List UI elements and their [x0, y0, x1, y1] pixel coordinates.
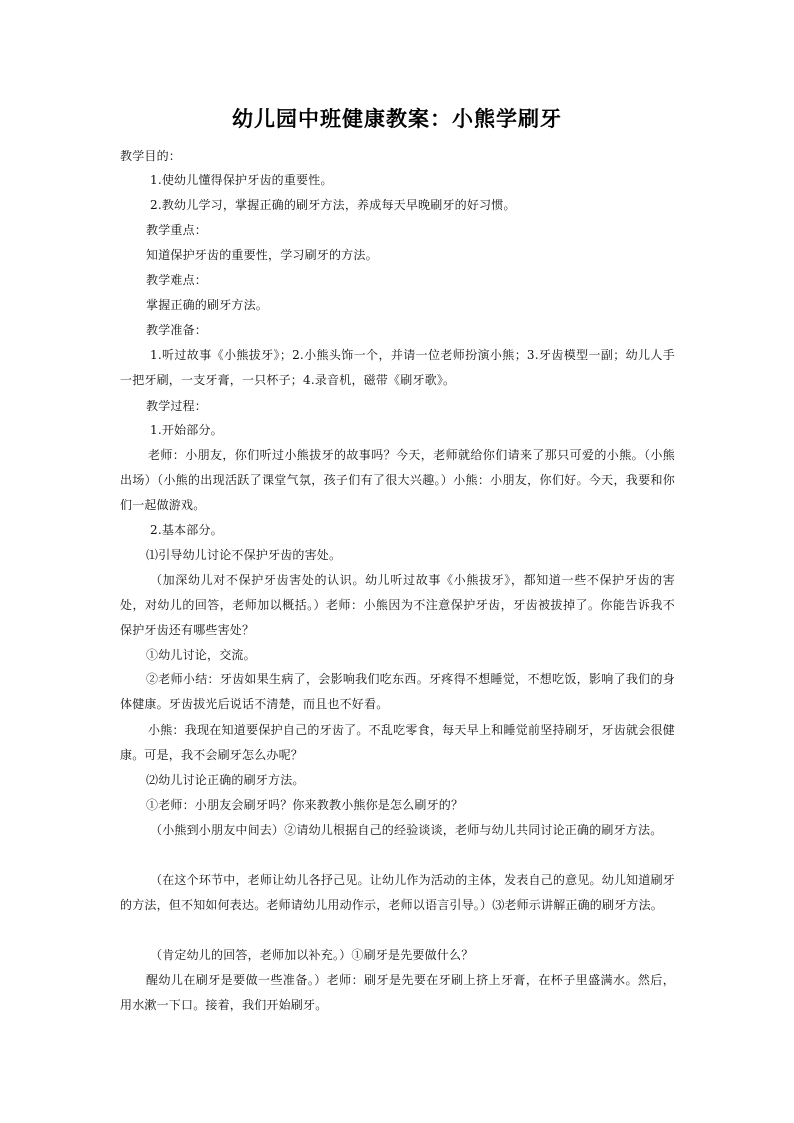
section-heading-objectives: 教学目的：: [120, 149, 182, 163]
sub-heading: ⑵幼儿讨论正确的刷牙方法。: [146, 773, 305, 787]
section-heading-process: 教学过程：: [146, 399, 208, 413]
paragraph: 知道保护牙齿的重要性，学习刷牙的方法。: [146, 248, 378, 262]
sub-heading: 1.开始部分。: [150, 423, 223, 437]
paragraph: 醒幼儿在刷牙是要做一些准备。）老师：刷牙是先要在牙刷上挤上牙膏，在杯子里盛满水。然后，用水漱一下口。接着，我们开始刷牙。: [120, 973, 675, 1012]
section-heading-key-points: 教学重点：: [146, 223, 208, 237]
section-heading-preparation: 教学准备：: [146, 323, 208, 337]
paragraph: （加深幼儿对不保护牙齿害处的认识。幼儿听过故事《小熊拔牙》，都知道一些不保护牙齿的害处，对幼儿的回答，老师加以概括。）老师：小熊因为不注意保护牙齿，牙齿被拔掉了。你能告诉我不保护牙齿还有哪些害处？: [120, 573, 675, 637]
paragraph: （小熊到小朋友中间去）②请幼儿根据自己的经验谈谈，老师与幼儿共同讨论正确的刷牙方法。: [150, 823, 663, 837]
paragraph: 小熊：我现在知道要保护自己的牙齿了。不乱吃零食，每天早上和睡觉前坚持刷牙，牙齿就会很健康。可是，我不会刷牙怎么办呢？: [120, 723, 675, 762]
sub-heading: ⑴引导幼儿讨论不保护牙齿的害处。: [146, 548, 342, 562]
paragraph: 1.听过故事《小熊拔牙》；2.小熊头饰一个，并请一位老师扮演小熊；3.牙齿模型一副；幼儿人手一把牙刷，一支牙膏，一只杯子；4.录音机，磁带《刷牙歌》。: [120, 348, 675, 387]
paragraph: 掌握正确的刷牙方法。: [146, 298, 269, 312]
document-title: 幼儿园中班健康教案：小熊学刷牙: [232, 106, 562, 131]
list-item: ①幼儿讨论，交流。: [146, 648, 256, 662]
objective-item: 1.使幼儿懂得保护牙齿的重要性。: [150, 173, 333, 187]
paragraph: ②老师小结：牙齿如果生病了，会影响我们吃东西。牙疼得不想睡觉，不想吃饭，影响了我们的身体健康。牙齿拔光后说话不清楚，而且也不好看。: [120, 672, 675, 711]
objective-item: 2.教幼儿学习，掌握正确的刷牙方法，养成每天早晚刷牙的好习惯。: [150, 198, 516, 212]
sub-heading: 2.基本部分。: [150, 523, 223, 537]
list-item: ①老师：小朋友会刷牙吗？你来教教小熊你是怎么刷牙的？: [146, 798, 464, 812]
paragraph: （肯定幼儿的回答，老师加以补充。）①刷牙是先要做什么？: [150, 948, 474, 962]
section-heading-difficulties: 教学难点：: [146, 273, 208, 287]
paragraph: （在这个环节中，老师让幼儿各抒己见。让幼儿作为活动的主体，发表自己的意见。幼儿知道刷牙的方法，但不知如何表达。老师请幼儿用动作示，老师以语言引导。）⑶老师示讲解正确的刷牙方法。: [120, 873, 675, 912]
paragraph: 老师：小朋友，你们听过小熊拔牙的故事吗？今天，老师就给你们请来了那只可爱的小熊。（小熊出场）（小熊的出现活跃了课堂气氛，孩子们有了很大兴趣。）小熊：小朋友，你们好。今天，我要和你们一起做游戏。: [120, 448, 675, 512]
